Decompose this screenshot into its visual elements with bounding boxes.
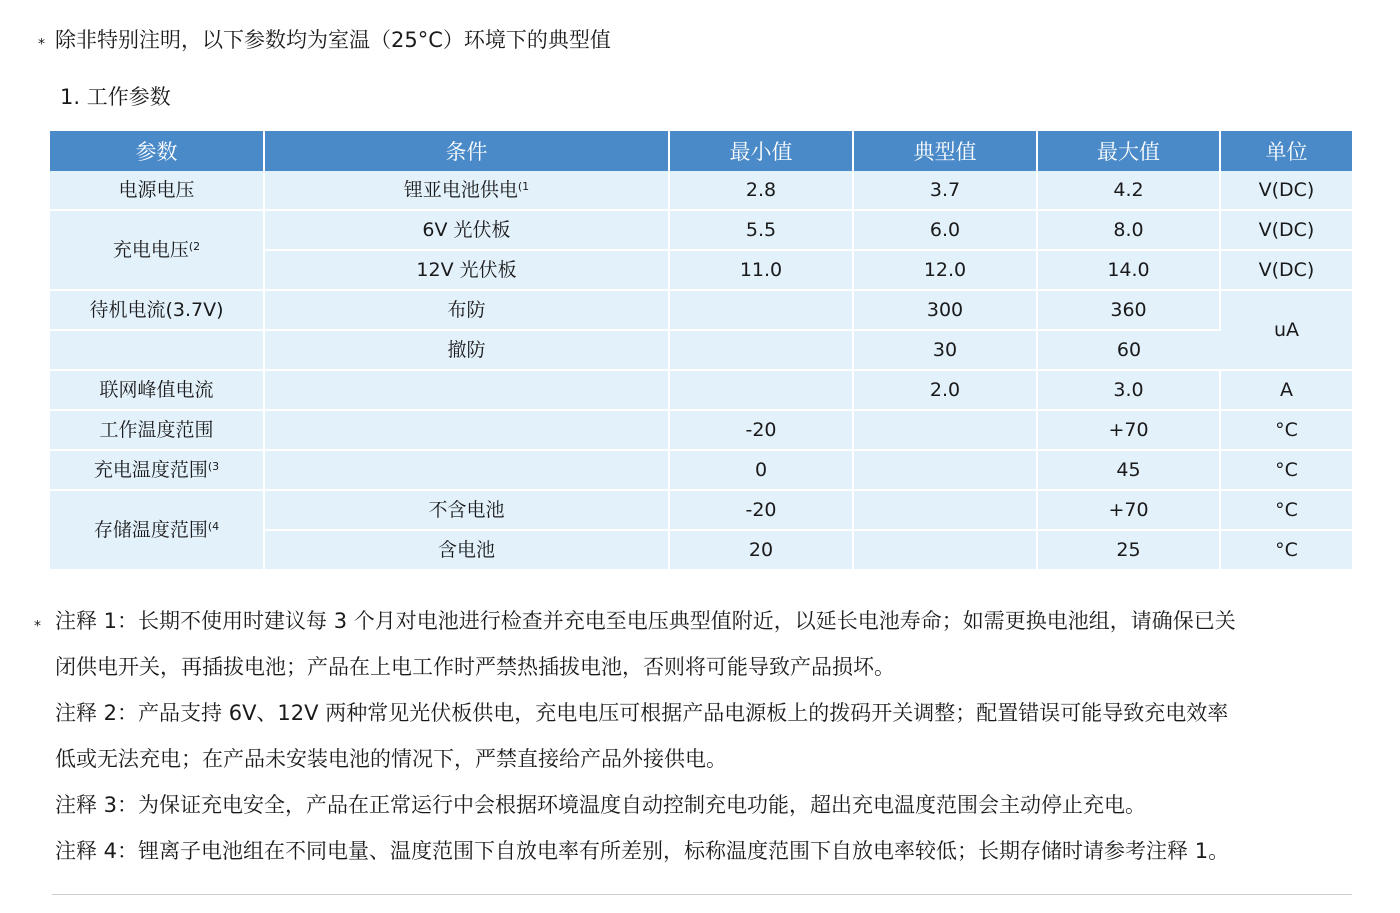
typ-cell: 6.0 [853, 210, 1037, 250]
min-cell [669, 370, 853, 410]
param-cell: 充电电压$^{(2}$ [50, 210, 264, 290]
condition-cell [264, 410, 669, 450]
unit-cell: °C [1220, 530, 1352, 570]
note-line: 低或无法充电；在产品未安装电池的情况下，严禁直接给产品外接供电。 [55, 747, 727, 771]
param-cell: 工作温度范围 [50, 410, 264, 450]
condition-cell: 布防 [264, 290, 669, 330]
condition-cell: 不含电池 [264, 490, 669, 530]
table-row [50, 370, 1352, 410]
unit-cell: V(DC) [1220, 210, 1352, 250]
max-cell: +70 [1037, 410, 1220, 450]
footnote-ref: (3 [207, 460, 220, 473]
typ-cell [853, 450, 1037, 490]
max-cell: 25 [1037, 530, 1220, 570]
typ-cell: 3.7 [853, 171, 1037, 210]
unit-cell: °C [1220, 490, 1352, 530]
max-cell: 14.0 [1037, 250, 1220, 290]
min-cell: 0 [669, 450, 853, 490]
note-line: 注释 1：长期不使用时建议每 3 个月对电池进行检查并充电至电压典型值附近，以延长电池寿命；如需更换电池组，请确保已关 [55, 609, 1236, 633]
header-condition: 条件 [264, 131, 669, 171]
param-cell: 电源电压 [50, 171, 264, 210]
typ-cell: 30 [853, 330, 1037, 370]
table-header-row [50, 131, 1352, 171]
header-unit: 单位 [1220, 131, 1352, 171]
table-row [50, 410, 1352, 450]
max-cell: 3.0 [1037, 370, 1220, 410]
header-param: 参数 [50, 131, 264, 171]
condition-cell: 锂亚电池供电$^{(1}$ [264, 171, 669, 210]
max-cell: 60 [1037, 330, 1220, 370]
typ-cell: 12.0 [853, 250, 1037, 290]
max-cell: 4.2 [1037, 171, 1220, 210]
unit-cell: °C [1220, 450, 1352, 490]
unit-cell: °C [1220, 410, 1352, 450]
note-4 [55, 828, 1355, 874]
note-line: 注释 4：锂离子电池组在不同电量、温度范围下自放电率有所差别，标称温度范围下自放电率较低；长期存储时请参考注释 1。 [55, 839, 1230, 863]
condition-cell [264, 370, 669, 410]
note-line: 闭供电开关，再插拔电池；产品在上电工作时严禁热插拔电池，否则将可能导致产品损坏。 [55, 655, 895, 679]
min-cell [669, 290, 853, 330]
min-cell: 5.5 [669, 210, 853, 250]
footnote-ref: (2 [188, 240, 201, 253]
max-cell: 8.0 [1037, 210, 1220, 250]
condition-cell: 撤防 [264, 330, 669, 370]
note-line: 注释 3：为保证充电安全，产品在正常运行中会根据环境温度自动控制充电功能，超出充电温度范围会主动停止充电。 [55, 793, 1147, 817]
max-cell: 45 [1037, 450, 1220, 490]
typ-cell: 300 [853, 290, 1037, 330]
typ-cell [853, 490, 1037, 530]
table-row [50, 330, 1352, 370]
condition-cell [264, 450, 669, 490]
unit-cell: uA [1220, 290, 1352, 370]
condition-cell: 含电池 [264, 530, 669, 570]
note-2 [55, 690, 1355, 782]
min-cell: -20 [669, 490, 853, 530]
typ-cell: 2.0 [853, 370, 1037, 410]
footnote-ref: (4 [207, 520, 220, 533]
parameters-table [50, 131, 1352, 571]
table-row [50, 171, 1352, 210]
divider [52, 894, 1352, 895]
header-min: 最小值 [669, 131, 853, 171]
max-cell: +70 [1037, 490, 1220, 530]
table-row [50, 490, 1352, 530]
asterisk-icon: ⁎ [34, 614, 41, 630]
typ-cell [853, 530, 1037, 570]
param-cell: 存储温度范围$^{(4}$ [50, 490, 264, 570]
unit-cell: V(DC) [1220, 171, 1352, 210]
typ-cell [853, 410, 1037, 450]
param-cell: 充电温度范围$^{(3}$ [50, 450, 264, 490]
table-row [50, 290, 1352, 330]
condition-cell: 6V 光伏板 [264, 210, 669, 250]
min-cell: 20 [669, 530, 853, 570]
min-cell: 11.0 [669, 250, 853, 290]
intro-text: 除非特别注明，以下参数均为室温（25°C）环境下的典型值 [55, 28, 611, 52]
footnote-ref: (1 [517, 180, 530, 193]
note-3 [55, 782, 1355, 828]
note-1 [55, 598, 1355, 690]
unit-cell: A [1220, 370, 1352, 410]
max-cell: 360 [1037, 290, 1220, 330]
table-row [50, 210, 1352, 250]
param-cell: 待机电流(3.7V) [50, 290, 264, 330]
min-cell: 2.8 [669, 171, 853, 210]
unit-cell: V(DC) [1220, 250, 1352, 290]
header-max: 最大值 [1037, 131, 1220, 171]
min-cell [669, 330, 853, 370]
intro-line [38, 24, 611, 56]
asterisk-icon: ⁎ [38, 32, 45, 48]
param-cell [50, 330, 264, 370]
param-cell: 联网峰值电流 [50, 370, 264, 410]
header-typ: 典型值 [853, 131, 1037, 171]
section-title: 1. 工作参数 [60, 85, 171, 109]
min-cell: -20 [669, 410, 853, 450]
condition-cell: 12V 光伏板 [264, 250, 669, 290]
note-line: 注释 2：产品支持 6V、12V 两种常见光伏板供电，充电电压可根据产品电源板上的拨码开关调整；配置错误可能导致充电效率 [55, 701, 1229, 725]
table-row [50, 450, 1352, 490]
